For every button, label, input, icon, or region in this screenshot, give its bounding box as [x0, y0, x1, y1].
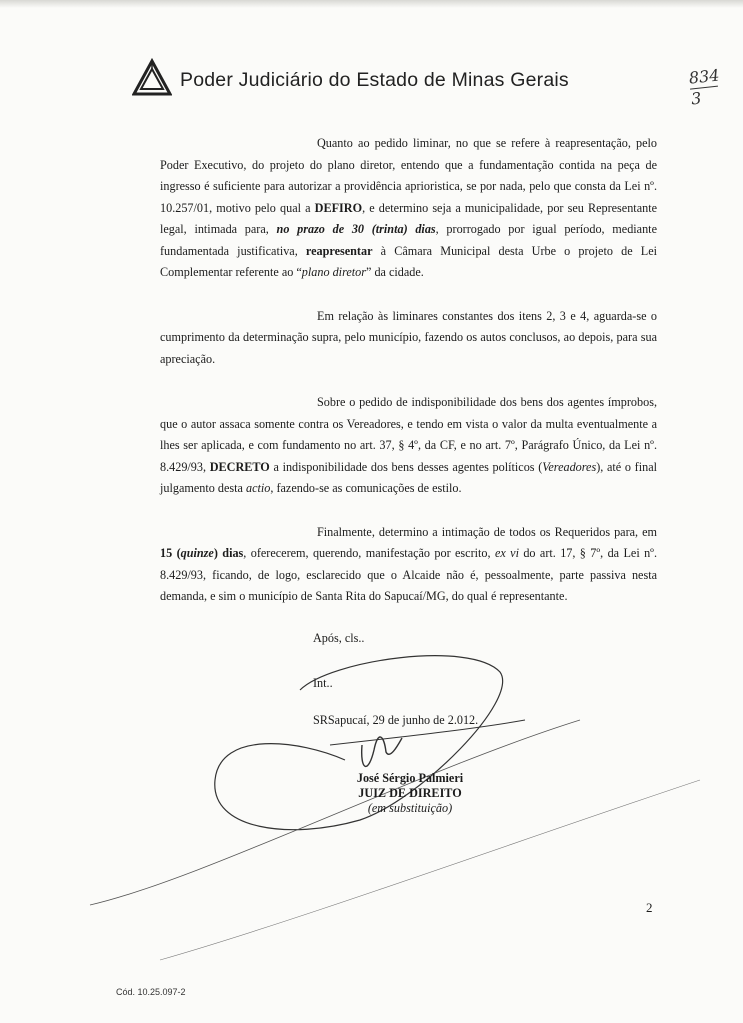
text-run: ) dias	[213, 546, 244, 560]
text-run: , oferecerem, querendo, manifestação por escrito,	[243, 546, 495, 560]
closing-apos: Após, cls..	[313, 631, 365, 645]
form-code: Cód. 10.25.097-2	[116, 987, 186, 997]
signer-name: José Sérgio Palmieri	[356, 771, 464, 785]
text-run: , fazendo-se as comunicações de estilo.	[270, 481, 462, 495]
annotation-bottom: 3	[690, 88, 703, 109]
court-name: Poder Judiciário do Estado de Minas Gerais	[180, 68, 569, 91]
text-run: Finalmente, determino a intimação de todos os Requeridos para, em	[317, 524, 657, 539]
text-run: Quanto ao pedido liminar, no que se refere à reapresentação, pelo Poder Executivo, do projeto do plano diretor, entendo que a fundamentação contida na peça de ingresso é suficiente para autorizar a providência aprioristica, se por nada, pelo que consta da Lei nº. 10.257/01, motivo pelo qual a	[160, 136, 657, 215]
paragraph	[160, 306, 657, 371]
paragraph	[160, 522, 657, 608]
text-run: Vereadores	[542, 459, 597, 474]
paragraph	[160, 392, 657, 500]
text-run: Em relação às liminares constantes dos itens 2, 3 e 4, aguarda-se o cumprimento da determinação supra, pelo município, fazendo os autos conclusos, ao depois, para sua apreciação.	[160, 308, 657, 366]
handwritten-page-annotation	[688, 67, 722, 109]
text-run: , prorrogado por igual período, mediante fundamentada justificativa,	[160, 222, 657, 258]
text-run: ” da cidade.	[366, 265, 424, 279]
paragraph	[160, 133, 657, 284]
text-run: à Câmara Municipal desta Urbe o projeto de Lei Complementar referente ao “	[160, 243, 657, 279]
closing-int: Int..	[313, 676, 333, 690]
text-run: DEFIRO	[314, 200, 363, 215]
letterhead	[132, 58, 569, 98]
text-run: Sobre o pedido de indisponibilidade dos bens dos agentes ímprobos, que o autor assaca somente contra os Vereadores, e tendo em vista o valor da multa eventualmente a lhes ser aplicada, e com fundamento no art. 37, § 4º, da CF, e no art. 7º, Parágrafo Único, da Lei nº. 8.429/93,	[160, 395, 657, 474]
signer-role: JUIZ DE DIREITO	[358, 786, 462, 800]
text-run: actio	[245, 481, 271, 495]
tjmg-logo-icon	[132, 58, 172, 98]
text-run: do art. 17, § 7º, da Lei nº. 8.429/93, ficando, de logo, esclarecido que o Alcaide não é, pessoalmente, parte passiva nesta demanda, e sim o município de Santa Rita do Sapucaí/MG, do qual é representante.	[160, 546, 658, 603]
text-run: 15 (	[160, 546, 181, 560]
annotation-top: 834	[687, 65, 721, 88]
place-date: SRSapucaí, 29 de junho de 2.012.	[313, 713, 479, 727]
text-run: ex vi	[494, 546, 519, 560]
text-run: a indisponibilidade dos bens desses agentes políticos (	[269, 459, 543, 474]
text-run: plano diretor	[301, 265, 366, 279]
signature-block	[340, 771, 480, 816]
signer-note: (em substituição)	[367, 801, 453, 815]
page-number: 2	[646, 900, 653, 915]
text-run: no prazo de 30 (trinta) dias	[276, 222, 436, 236]
text-run: quinze	[180, 546, 214, 560]
scan-edge	[0, 0, 743, 8]
text-run: ), até o final julgamento desta	[160, 459, 657, 495]
text-run: DECRETO	[209, 459, 270, 474]
text-run: reapresentar	[305, 243, 373, 258]
decision-body	[160, 133, 657, 630]
text-run: , e determino seja a municipalidade, por seu Representante legal, intimada para,	[160, 200, 657, 236]
